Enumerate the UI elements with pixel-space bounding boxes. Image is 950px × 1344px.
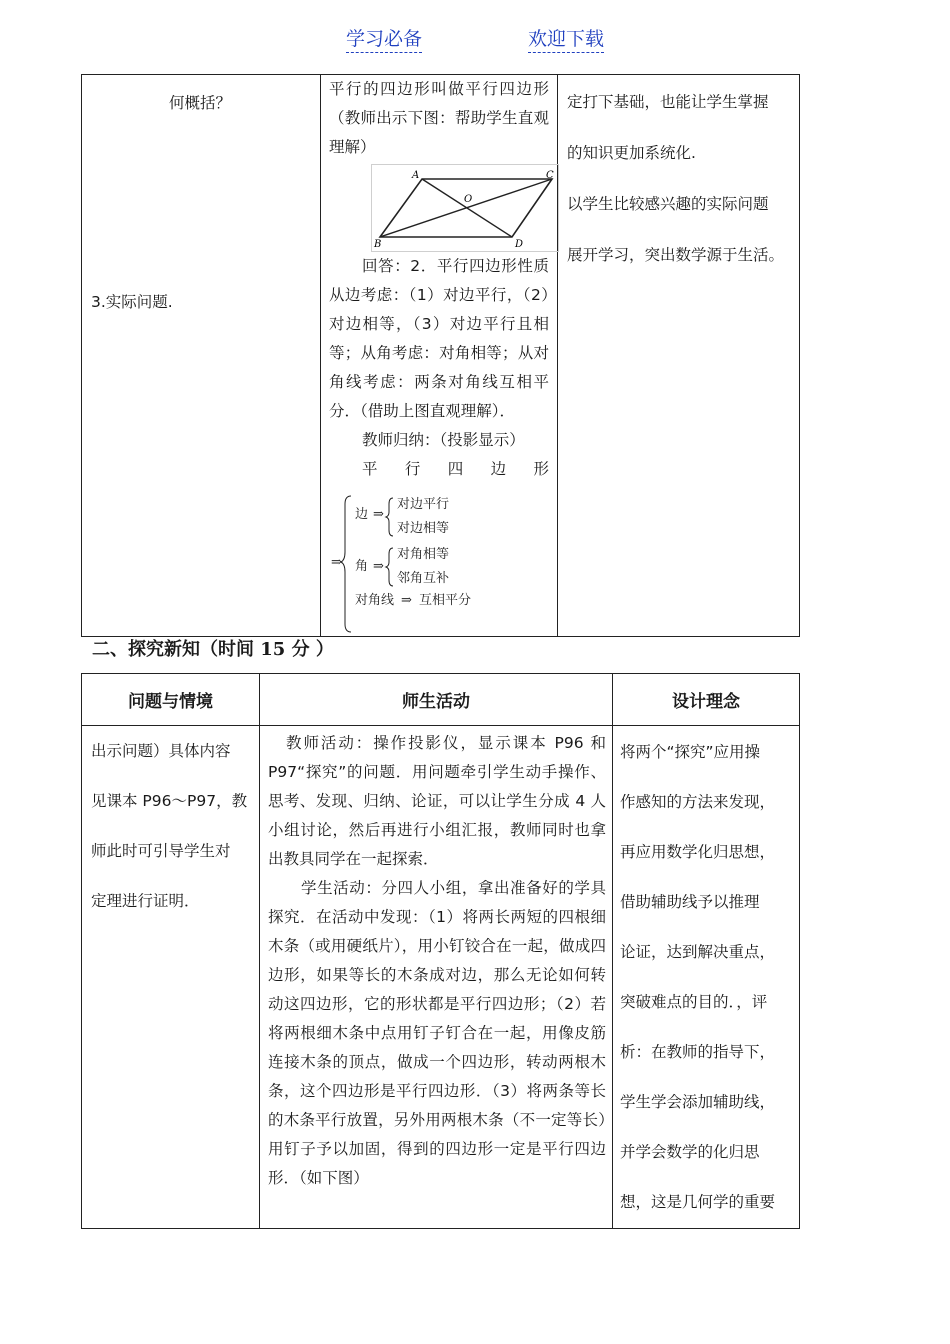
design-line: 的知识更加系统化. — [567, 144, 696, 162]
design-line: 展开学习，突出数学源于生活。 — [567, 246, 785, 264]
spread-char: 四 — [447, 460, 464, 478]
edge-brace — [386, 498, 393, 536]
diagonal-bc — [380, 179, 552, 237]
design-column — [558, 75, 800, 637]
formula-edge-a: 对边平行 — [397, 497, 450, 512]
properties-answer: 回答：2．平行四边形性质从边考虑：（1）对边平行，（2）对边相等，（3）对边平行且相等；从角考虑：对角相等；从对角线考虑：两条对角线互相平分．（借助上图直观理解）． — [329, 257, 549, 420]
formula-main-arrow: ⇒ — [331, 555, 342, 570]
activity-cell — [260, 726, 613, 1229]
header-activity: 师生活动 — [260, 674, 613, 726]
design-line: 论证，达到解决重点， — [620, 943, 776, 961]
spread-char: 边 — [490, 460, 507, 478]
question-column — [82, 75, 321, 637]
teacher-summary: 教师归纳：（投影显示） — [362, 431, 525, 449]
header-design: 设计理念 — [613, 674, 800, 726]
spread-char: 形 — [533, 460, 549, 478]
formula-edge-label: 边 — [355, 507, 369, 522]
teacher-activity: 教师活动：操作投影仪，显示课本 P96 和 P97“探究”的问题．用问题牵引学生动手操作、思考、发现、归纳、论证，可以让学生分成 4 人小组讨论，然后再进行小组汇报，教师同时也拿出教具同学在一起探索． — [268, 734, 606, 868]
design-line: 将两个“探究”应用操 — [620, 743, 761, 761]
lesson-table-2 — [81, 673, 800, 1229]
formula-edge-arrow: ⇒ — [373, 507, 384, 522]
activity-column — [321, 75, 558, 637]
label-b: B — [374, 239, 382, 250]
formula-angle-label: 角 — [355, 559, 369, 574]
page-header — [0, 24, 950, 54]
design-line: 学生学会添加辅助线， — [620, 1093, 776, 1111]
label-d: D — [515, 239, 524, 250]
formula-edge-b: 对边相等 — [397, 521, 450, 536]
question-summary: 何概括？ — [168, 94, 231, 112]
formula-diag-label: 对角线 — [355, 593, 395, 608]
label-c: C — [546, 170, 554, 181]
design-line: 定打下基础，也能让学生掌握 — [567, 93, 769, 111]
definition-text: 平行的四边形叫做平行四边形（教师出示下图：帮助学生直观理解） — [329, 80, 549, 156]
formula-angle-b: 邻角互补 — [397, 571, 450, 586]
design-line: 析：在教师的指导下， — [620, 1043, 776, 1061]
design-line: 想，这是几何学的重要 — [620, 1193, 776, 1211]
problem-line: 师此时可引导学生对 — [91, 842, 231, 860]
parallelogram-spread-text — [329, 455, 549, 484]
problem-cell — [82, 726, 260, 1229]
problem-line: 出示问题）具体内容 — [91, 742, 231, 760]
design-line: 借助辅助线予以推理 — [620, 893, 760, 911]
spread-char: 行 — [404, 460, 421, 478]
header-question: 问题与情境 — [82, 674, 260, 726]
design-line: 并学会数学的化归思 — [620, 1143, 760, 1161]
problem-line: 见课本 P96～P97，教 — [91, 792, 248, 810]
lesson-table-1 — [81, 74, 800, 637]
formula-diag-result: 互相平分 — [419, 593, 472, 608]
section-heading: 二、探究新知（时间 15 分 ） — [92, 639, 334, 660]
header-left-text: 学习必备 — [346, 24, 422, 53]
spread-char: 平 — [362, 460, 378, 478]
label-a: A — [412, 170, 420, 181]
design-cell — [613, 726, 800, 1229]
design-line: 作感知的方法来发现， — [620, 793, 776, 811]
problem-line: 定理进行证明． — [91, 892, 200, 910]
header-right-text: 欢迎下载 — [528, 24, 604, 53]
design-line: 再应用数学化归思想， — [620, 843, 776, 861]
property-formula — [321, 486, 557, 636]
design-line: 突破难点的目的．，评 — [620, 993, 768, 1011]
parallelogram-figure — [371, 164, 559, 252]
angle-brace — [386, 548, 393, 586]
outer-brace — [341, 496, 351, 632]
formula-angle-a: 对角相等 — [397, 547, 450, 562]
formula-diag-arrow: ⇒ — [401, 593, 412, 608]
student-activity: 学生活动：分四人小组，拿出准备好的学具探究．在活动中发现：（1）将两长两短的四根细木条（或用硬纸片），用小钉铰合在一起，做成四边形，如果等长的木条成对边，那么无论如何转动这四边形，它的形状都是平行四边形；（2）若将两根细木条中点用钉子钉合在一起，用像皮筋连接木条的顶点，做成一个四边形，转动两根木条，这个四边形是平行四边形．（3）将两条等长的木条平行放置，另外用两根木条（不一定等长）用钉子予以加固，得到的四边形一定是平行四边形．（如下图） — [268, 879, 606, 1187]
question-practical: 3.实际问题. — [91, 293, 173, 311]
formula-angle-arrow: ⇒ — [373, 559, 384, 574]
design-line: 以学生比较感兴趣的实际问题 — [567, 195, 769, 213]
label-o: O — [464, 194, 473, 205]
